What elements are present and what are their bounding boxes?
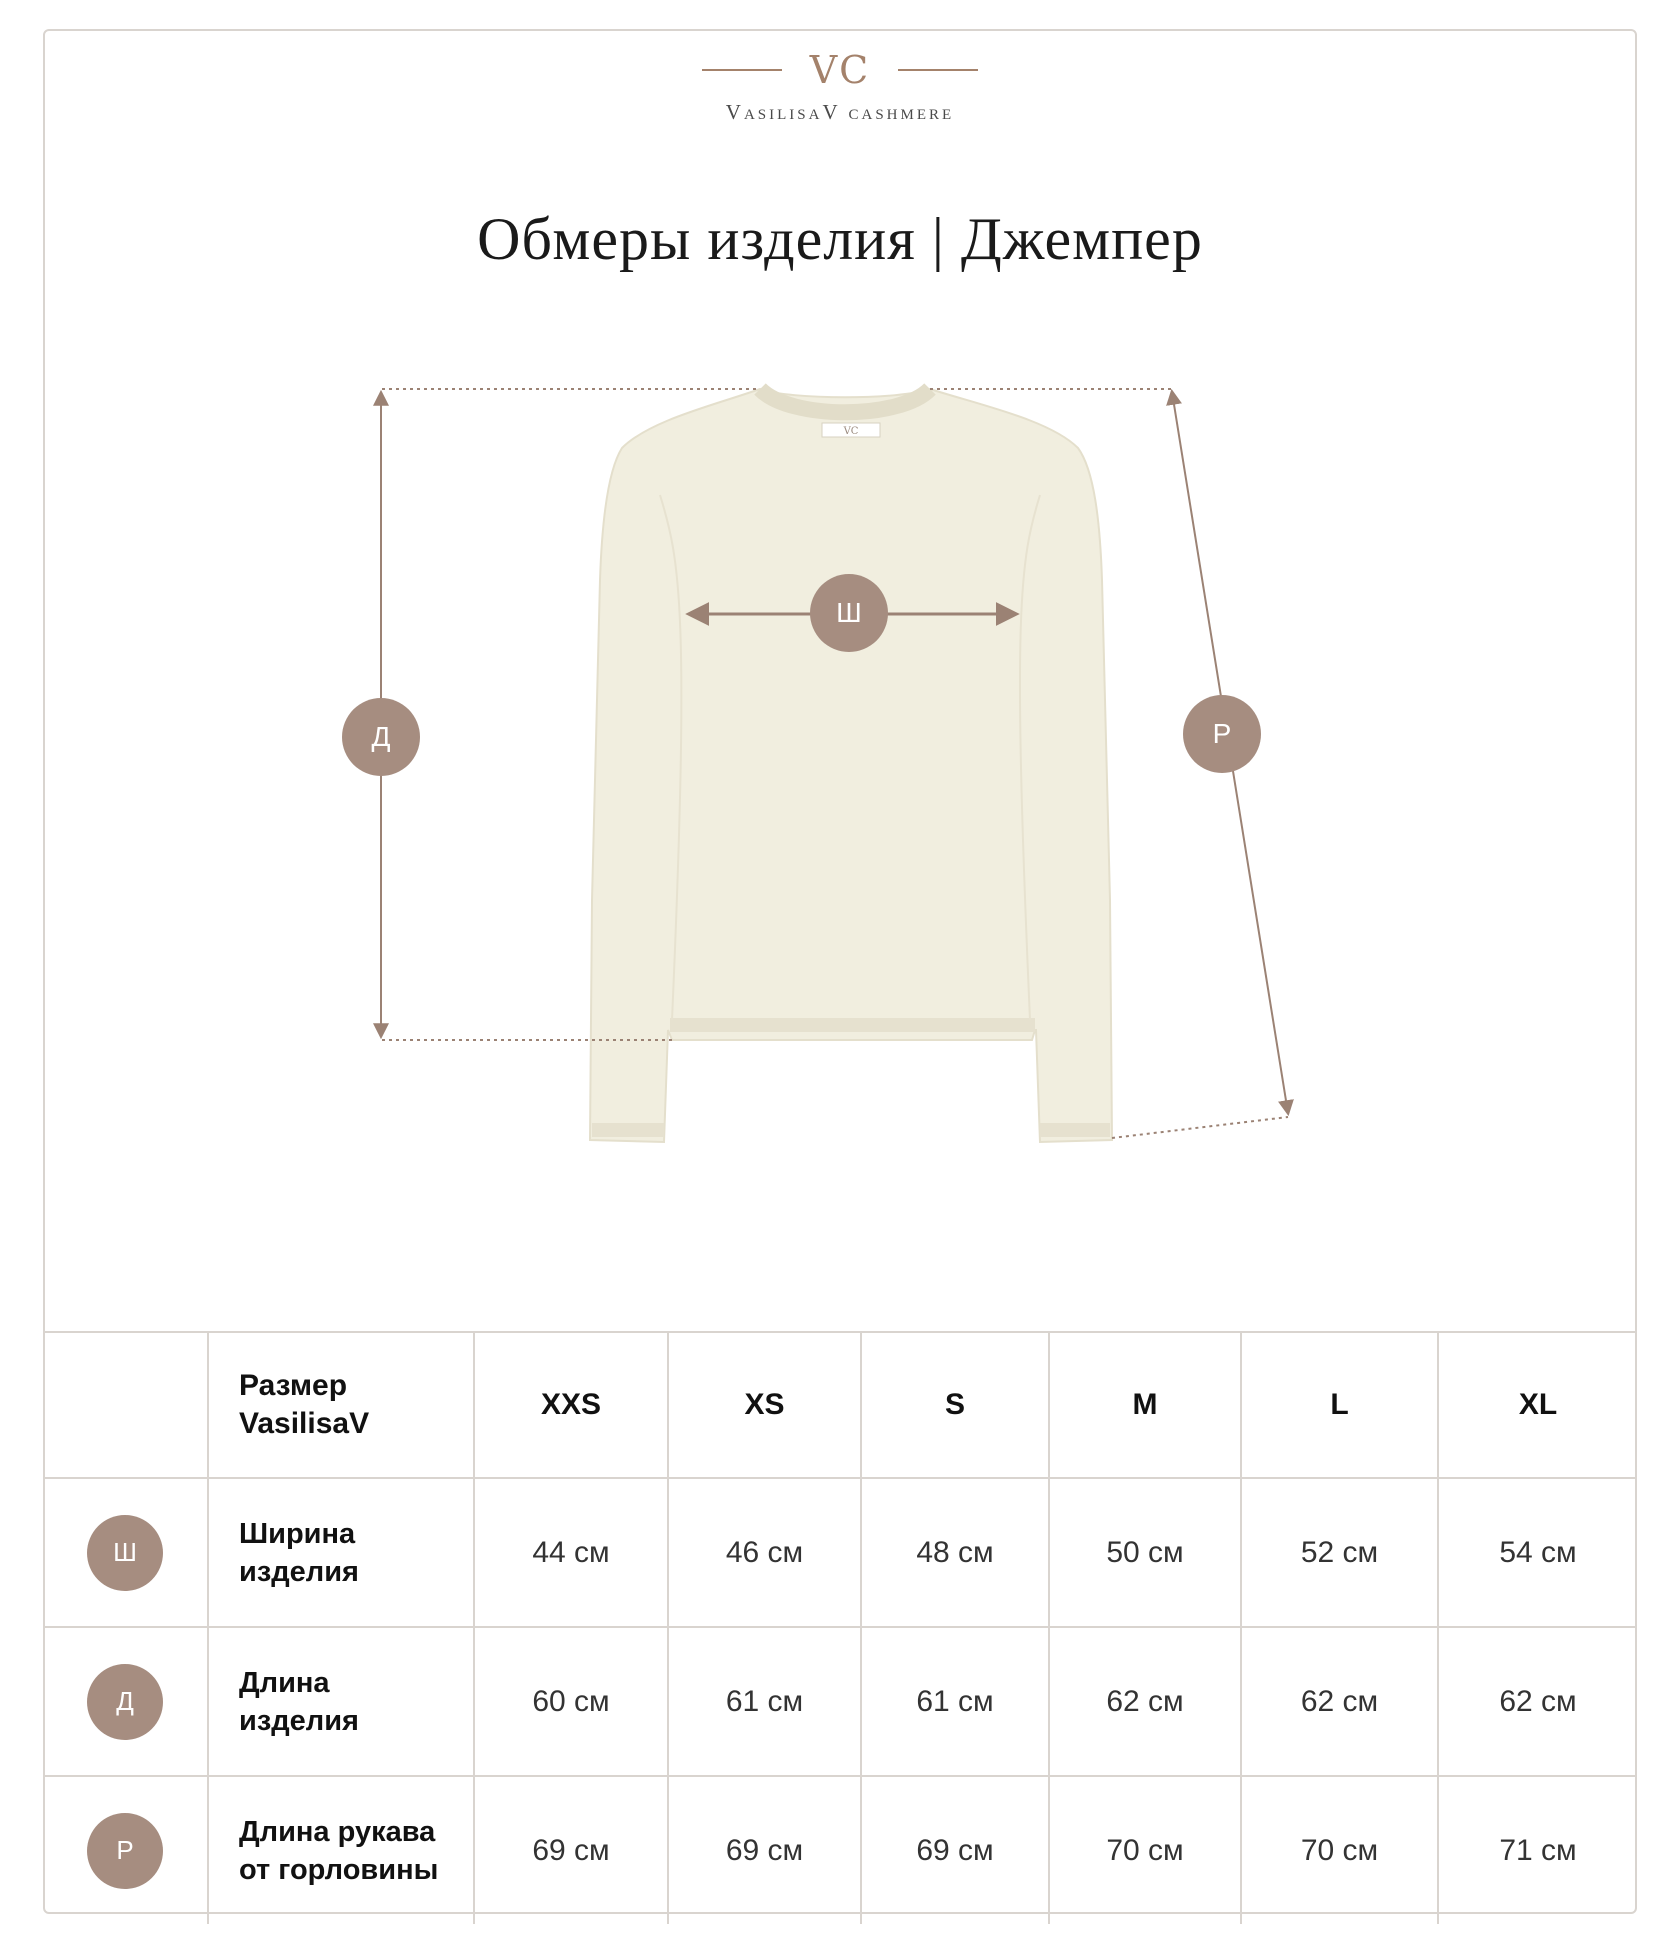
size-chart-table	[43, 1331, 1637, 1924]
garment-tag-text: VC	[843, 426, 859, 437]
table-cell: 60 см	[474, 1627, 668, 1776]
table-cell: 62 см	[1241, 1627, 1438, 1776]
table-cell: 62 см	[1049, 1627, 1241, 1776]
row-label-line2: от горловины	[239, 1853, 439, 1886]
table-cell: 54 см	[1438, 1478, 1637, 1627]
length-row-badge: Д	[87, 1664, 163, 1740]
row-label-line1: Ширина	[239, 1517, 356, 1550]
width-badge: Ш	[810, 574, 888, 652]
table-cell: 69 см	[861, 1776, 1049, 1924]
row-icon-cell	[43, 1478, 208, 1627]
size-xs: XS	[668, 1332, 861, 1478]
row-label-line1: Длина рукава	[239, 1815, 436, 1848]
row-icon-cell	[43, 1776, 208, 1924]
row-label-line2: изделия	[239, 1704, 359, 1737]
width-row-badge: Ш	[87, 1515, 163, 1591]
row-label	[208, 1627, 474, 1776]
table-cell: 71 см	[1438, 1776, 1637, 1924]
sleeve-row-badge: Р	[87, 1813, 163, 1889]
table-header-row	[43, 1332, 1637, 1478]
row-label-line1: Длина	[239, 1666, 330, 1699]
table-cell: 61 см	[668, 1627, 861, 1776]
table-cell: 69 см	[668, 1776, 861, 1924]
sleeve-badge: Р	[1183, 695, 1261, 773]
table-row-sleeve	[43, 1776, 1637, 1924]
header-size-label	[208, 1332, 474, 1478]
table-cell: 44 см	[474, 1478, 668, 1627]
table-cell: 70 см	[1241, 1776, 1438, 1924]
table-cell: 52 см	[1241, 1478, 1438, 1627]
size-xxs: XXS	[474, 1332, 668, 1478]
header-empty-cell	[43, 1332, 208, 1478]
row-label	[208, 1776, 474, 1924]
row-icon-cell	[43, 1627, 208, 1776]
sweater-illustration	[590, 389, 1112, 1142]
table-cell: 50 см	[1049, 1478, 1241, 1627]
row-label	[208, 1478, 474, 1627]
size-label-line2: VasilisaV	[239, 1407, 370, 1440]
table-cell: 69 см	[474, 1776, 668, 1924]
table-cell: 46 см	[668, 1478, 861, 1627]
table-cell: 61 см	[861, 1627, 1049, 1776]
size-m: M	[1049, 1332, 1241, 1478]
size-xl: XL	[1438, 1332, 1637, 1478]
row-label-line2: изделия	[239, 1555, 359, 1588]
table-row-length	[43, 1627, 1637, 1776]
table-row-width	[43, 1478, 1637, 1627]
size-s: S	[861, 1332, 1049, 1478]
size-l: L	[1241, 1332, 1438, 1478]
logo-brand-name: VasilisaV cashmere	[725, 100, 955, 124]
table-cell: 70 см	[1049, 1776, 1241, 1924]
table-cell: 62 см	[1438, 1627, 1637, 1776]
length-badge: Д	[342, 698, 420, 776]
size-label-line1: Размер	[239, 1369, 348, 1402]
page-title: Обмеры изделия | Джемпер	[477, 206, 1203, 272]
logo-monogram: VC	[809, 48, 871, 92]
table-cell: 48 см	[861, 1478, 1049, 1627]
